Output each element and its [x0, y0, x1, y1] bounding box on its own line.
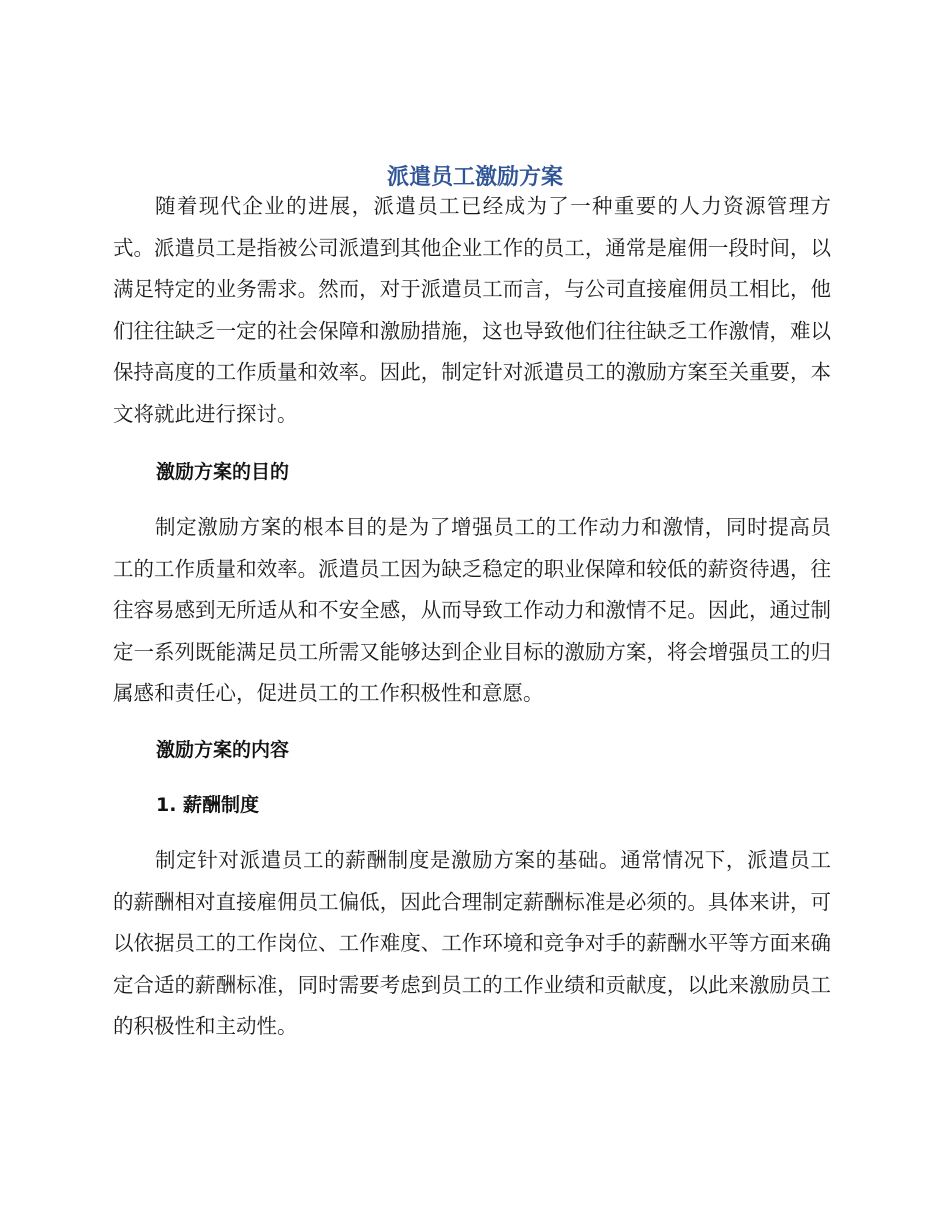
intro-paragraph: 随着现代企业的进展，派遣员工已经成为了一种重要的人力资源管理方式。派遣员工是指被公司派遣到其他企业工作的员工，通常是雇佣一段时间，以满足特定的业务需求。然而，对于派遣员工而言，与公司直接雇佣员工相比，他们往往缺乏一定的社会保障和激励措施，这也导致他们往往缺乏工作激情，难以保持高度的工作质量和效率。因此，制定针对派遣员工的激励方案至关重要，本文将就此进行探讨。 [113, 194, 831, 426]
section-heading-purpose: 激励方案的目的 [156, 461, 290, 483]
subsection-heading-salary: 1. 薪酬制度 [156, 794, 260, 816]
section-heading-content: 激励方案的内容 [156, 739, 290, 761]
purpose-paragraph: 制定激励方案的根本目的是为了增强员工的工作动力和激情，同时提高员工的工作质量和效率。派遣员工因为缺乏稳定的职业保障和较低的薪资待遇，往往容易感到无所适从和不安全感，从而导致工作动力和激情不足。因此，通过制定一系列既能满足员工所需又能够达到企业目标的激励方案，将会增强员工的归属感和责任心，促进员工的工作积极性和意愿。 [113, 515, 831, 705]
salary-paragraph: 制定针对派遣员工的薪酬制度是激励方案的基础。通常情况下，派遣员工的薪酬相对直接雇佣员工偏低，因此合理制定薪酬标准是必须的。具体来讲，可以依据员工的工作岗位、工作难度、工作环境和竞争对手的薪酬水平等方面来确定合适的薪酬标准，同时需要考虑到员工的工作业绩和贡献度，以此来激励员工的积极性和主动性。 [113, 848, 831, 1038]
document-title: 派遣员工激励方案 [386, 164, 563, 190]
